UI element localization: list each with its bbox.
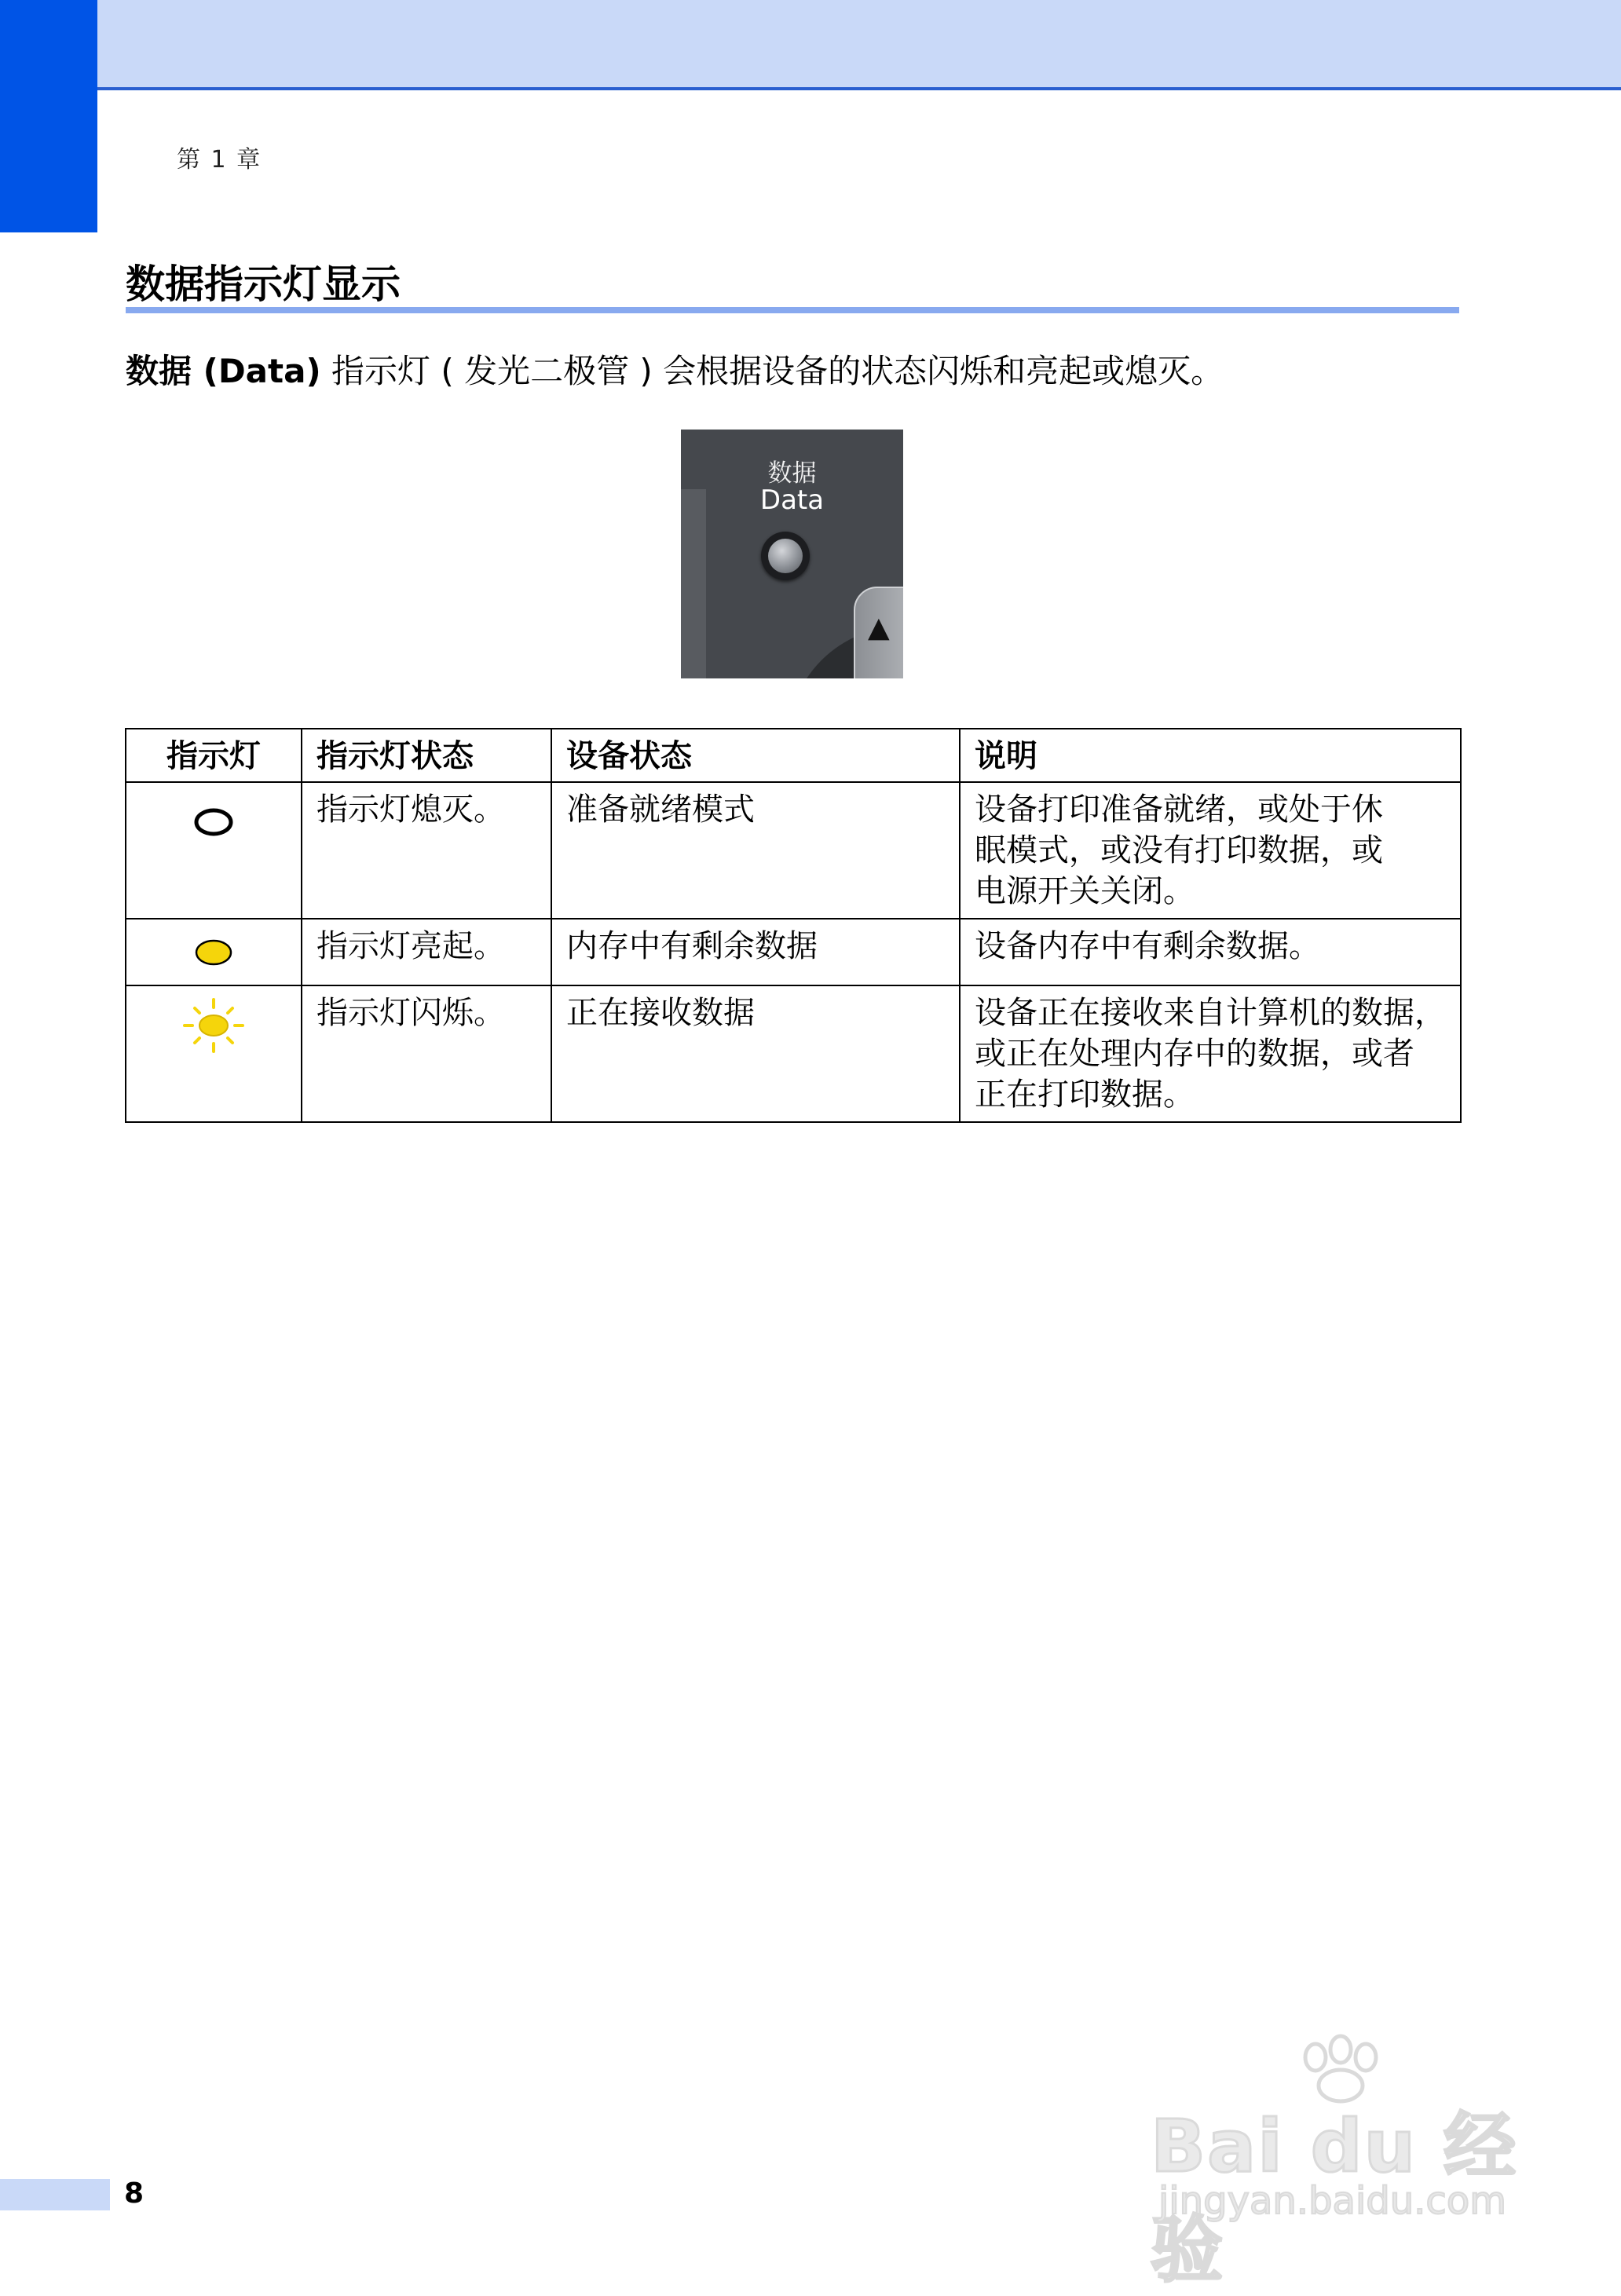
header-description: 说明 bbox=[960, 729, 1461, 782]
intro-paragraph bbox=[126, 345, 1224, 393]
on-circle-icon bbox=[193, 937, 234, 968]
row-led-state: 指示灯闪烁。 bbox=[302, 985, 551, 1122]
panel-label-cn: 数据 bbox=[767, 459, 817, 488]
table-row bbox=[126, 782, 1461, 919]
table-header-row bbox=[126, 729, 1461, 782]
row-led-state: 指示灯亮起。 bbox=[302, 919, 551, 985]
chapter-label: 第 1 章 bbox=[177, 146, 262, 174]
row-device-state: 内存中有剩余数据 bbox=[551, 919, 960, 985]
table-row bbox=[126, 985, 1461, 1122]
row-description: 设备打印准备就绪，或处于休 眠模式，或没有打印数据，或 电源开关关闭。 bbox=[960, 782, 1461, 919]
title-underline bbox=[126, 307, 1459, 313]
chapter-side-tab bbox=[0, 0, 97, 232]
table-row bbox=[126, 919, 1461, 985]
off-circle-icon bbox=[193, 806, 234, 838]
watermark-url: jingyan.baidu.com bbox=[1158, 2179, 1506, 2223]
footer-bar bbox=[0, 2179, 110, 2210]
intro-text: 指示灯 ( 发光二极管 ) 会根据设备的状态闪烁和亮起或熄灭。 bbox=[320, 352, 1224, 390]
header-device-state: 设备状态 bbox=[551, 729, 960, 782]
row-device-state: 准备就绪模式 bbox=[551, 782, 960, 919]
header-rule bbox=[97, 87, 1621, 90]
header-band bbox=[0, 0, 1621, 90]
data-led-panel-image bbox=[681, 430, 903, 678]
row-device-state: 正在接收数据 bbox=[551, 985, 960, 1122]
blinking-circle-icon bbox=[182, 997, 245, 1054]
row-description: 设备正在接收来自计算机的数据， 或正在处理内存中的数据，或者 正在打印数据。 bbox=[960, 985, 1461, 1122]
page-number: 8 bbox=[124, 2177, 145, 2210]
section-title: 数据指示灯显示 bbox=[126, 261, 401, 307]
panel-shade bbox=[681, 489, 706, 678]
led-status-table bbox=[125, 728, 1462, 1123]
row-description: 设备内存中有剩余数据。 bbox=[960, 919, 1461, 985]
header-led-state: 指示灯状态 bbox=[302, 729, 551, 782]
header-indicator: 指示灯 bbox=[126, 729, 302, 782]
up-arrow-icon: ▲ bbox=[868, 612, 890, 644]
intro-bold: 数据 (Data) bbox=[126, 352, 321, 390]
panel-label-en: Data bbox=[759, 484, 825, 516]
row-led-state: 指示灯熄灭。 bbox=[302, 782, 551, 919]
data-led-icon bbox=[761, 532, 810, 580]
watermark-brand: Bai du 经验 bbox=[1151, 2104, 1518, 2292]
baidu-watermark bbox=[1151, 2034, 1528, 2292]
